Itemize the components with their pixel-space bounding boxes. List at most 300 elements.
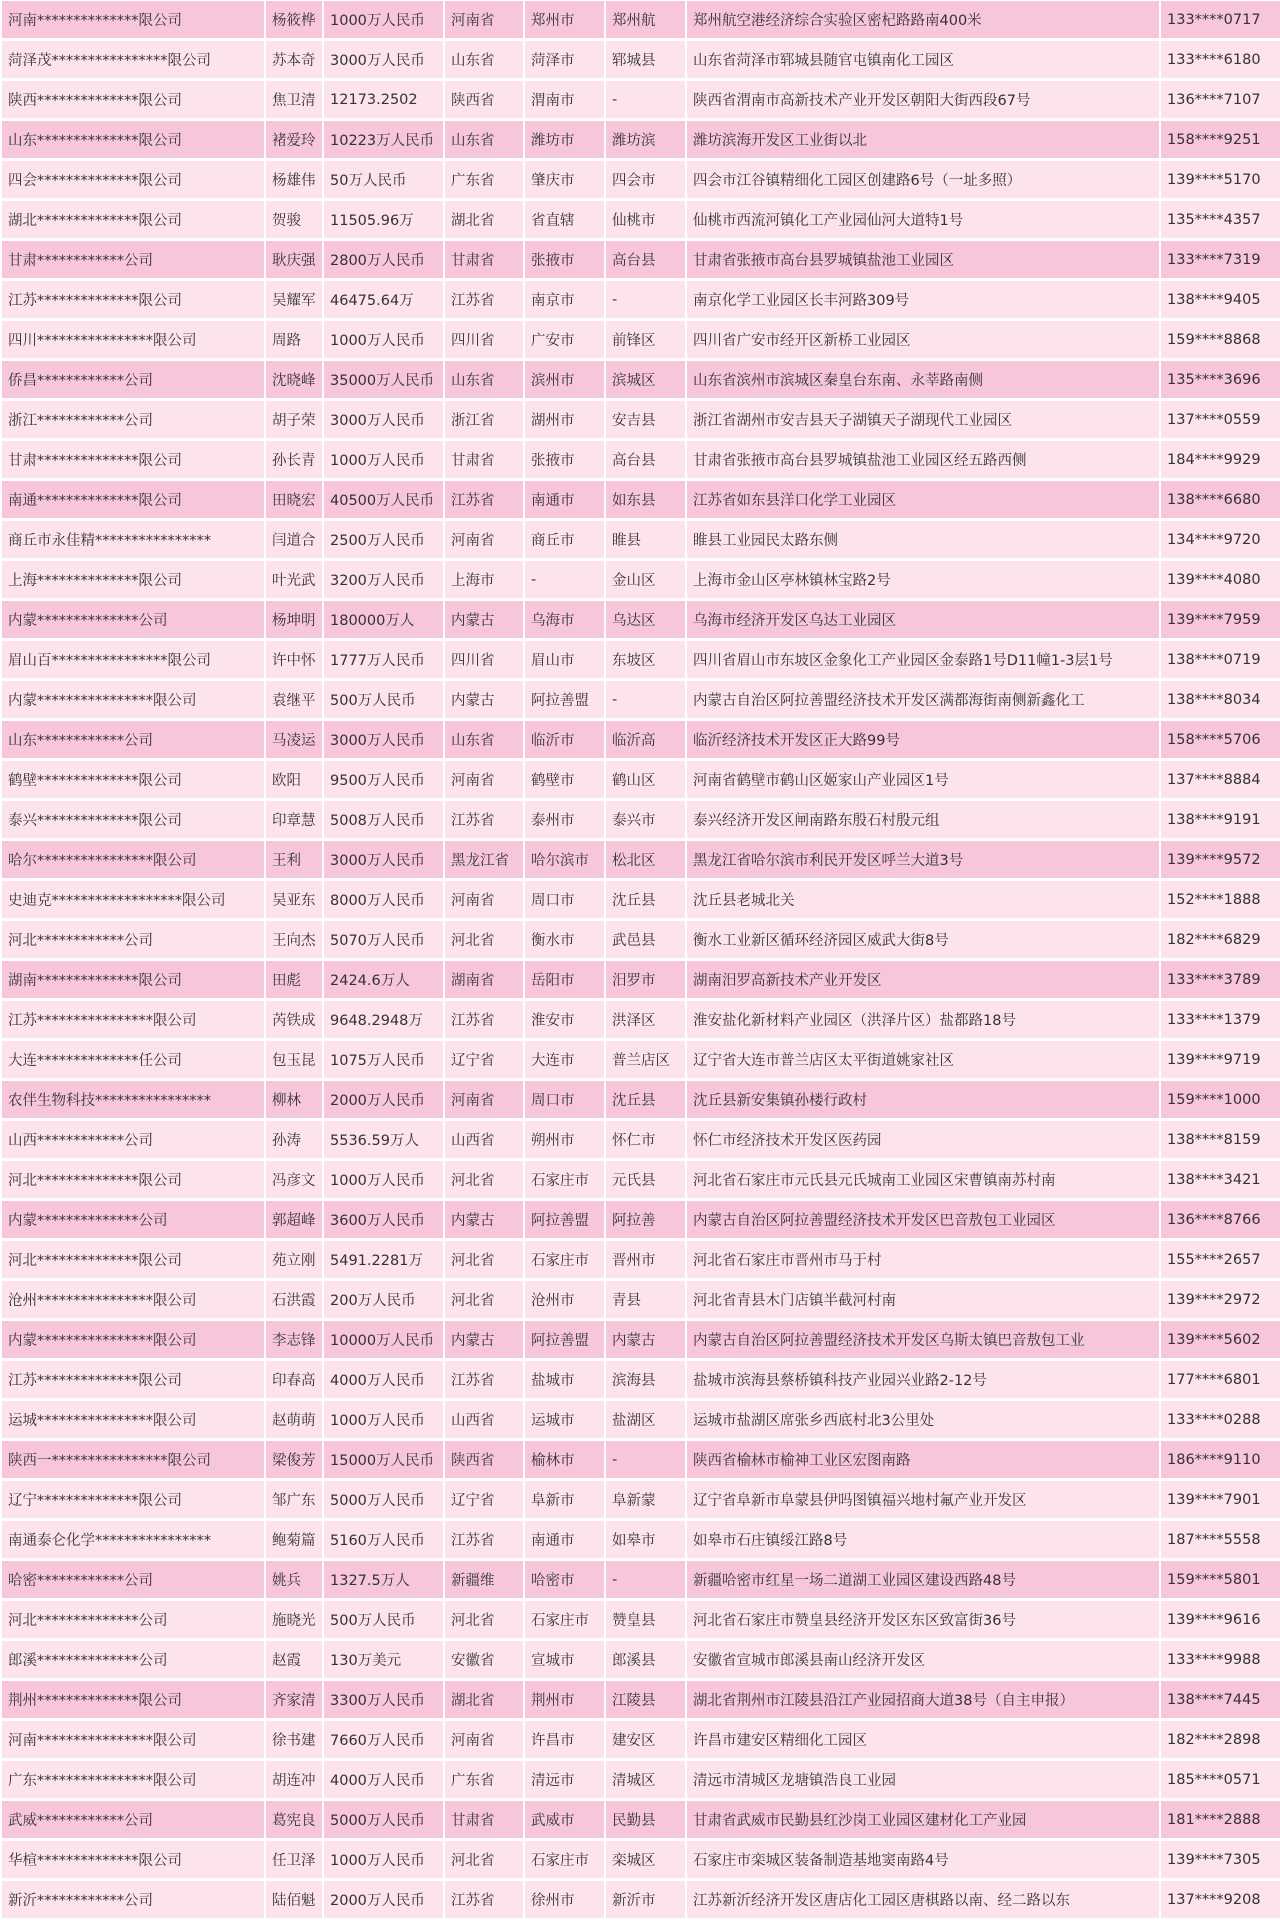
- contact-person-cell: 闫道合: [266, 521, 322, 558]
- table-row: [2, 1761, 1280, 1798]
- company-cell: 大连**************任公司: [2, 1041, 264, 1078]
- phone-cell: 134****9720: [1161, 521, 1280, 558]
- contact-person-cell: 孙长青: [266, 441, 322, 478]
- address-cell: 河北省青县木门店镇半截河村南: [687, 1281, 1159, 1318]
- district-cell: 普兰店区: [606, 1041, 685, 1078]
- district-cell: 新沂市: [606, 1881, 685, 1918]
- city-cell: 衡水市: [525, 921, 604, 958]
- city-cell: 乌海市: [525, 601, 604, 638]
- capital-cell: 5008万人民币: [324, 801, 443, 838]
- phone-cell: 136****7107: [1161, 81, 1280, 118]
- company-cell: 湖北**************限公司: [2, 201, 264, 238]
- city-cell: 郑州市: [525, 1, 604, 38]
- phone-cell: 136****8766: [1161, 1201, 1280, 1238]
- city-cell: 鹤壁市: [525, 761, 604, 798]
- phone-cell: 155****2657: [1161, 1241, 1280, 1278]
- province-cell: 江苏省: [445, 801, 523, 838]
- phone-cell: 135****4357: [1161, 201, 1280, 238]
- district-cell: 赞皇县: [606, 1601, 685, 1638]
- contact-person-cell: 徐书建: [266, 1721, 322, 1758]
- city-cell: 临沂市: [525, 721, 604, 758]
- capital-cell: 3000万人民币: [324, 721, 443, 758]
- phone-cell: 158****5706: [1161, 721, 1280, 758]
- company-cell: 菏泽茂****************限公司: [2, 41, 264, 78]
- address-cell: 内蒙古自治区阿拉善盟经济技术开发区巴音敖包工业园区: [687, 1201, 1159, 1238]
- contact-person-cell: 孙涛: [266, 1121, 322, 1158]
- phone-cell: 135****3696: [1161, 361, 1280, 398]
- phone-cell: 137****0559: [1161, 401, 1280, 438]
- address-cell: 许昌市建安区精细化工园区: [687, 1721, 1159, 1758]
- province-cell: 山西省: [445, 1121, 523, 1158]
- contact-person-cell: 王利: [266, 841, 322, 878]
- province-cell: 内蒙古: [445, 601, 523, 638]
- capital-cell: 15000万人民币: [324, 1441, 443, 1478]
- city-cell: 石家庄市: [525, 1601, 604, 1638]
- address-cell: 盐城市滨海县蔡桥镇科技产业园兴业路2-12号: [687, 1361, 1159, 1398]
- capital-cell: 2424.6万人: [324, 961, 443, 998]
- company-cell: 河北**************限公司: [2, 1241, 264, 1278]
- province-cell: 内蒙古: [445, 681, 523, 718]
- table-row: [2, 961, 1280, 998]
- company-cell: 沧州****************限公司: [2, 1281, 264, 1318]
- province-cell: 广东省: [445, 161, 523, 198]
- table-row: [2, 161, 1280, 198]
- province-cell: 内蒙古: [445, 1321, 523, 1358]
- company-cell: 浙江************公司: [2, 401, 264, 438]
- address-cell: 清远市清城区龙塘镇浩良工业园: [687, 1761, 1159, 1798]
- phone-cell: 159****1000: [1161, 1081, 1280, 1118]
- district-cell: 沈丘县: [606, 1081, 685, 1118]
- address-cell: 淮安盐化新材料产业园区（洪泽片区）盐都路18号: [687, 1001, 1159, 1038]
- district-cell: 鹤山区: [606, 761, 685, 798]
- district-cell: 怀仁市: [606, 1121, 685, 1158]
- table-row: [2, 1081, 1280, 1118]
- capital-cell: 5000万人民币: [324, 1481, 443, 1518]
- district-cell: 如皋市: [606, 1521, 685, 1558]
- company-cell: 农伴生物科技****************: [2, 1081, 264, 1118]
- province-cell: 河南省: [445, 521, 523, 558]
- contact-person-cell: 胡连冲: [266, 1761, 322, 1798]
- city-cell: 大连市: [525, 1041, 604, 1078]
- contact-person-cell: 吴亚东: [266, 881, 322, 918]
- district-cell: 洪泽区: [606, 1001, 685, 1038]
- capital-cell: 500万人民币: [324, 1601, 443, 1638]
- table-row: [2, 1801, 1280, 1838]
- company-cell: 内蒙****************限公司: [2, 681, 264, 718]
- district-cell: 青县: [606, 1281, 685, 1318]
- table-row: [2, 1881, 1280, 1918]
- phone-cell: 133****9988: [1161, 1641, 1280, 1678]
- address-cell: 内蒙古自治区阿拉善盟经济技术开发区满都海街南侧新鑫化工: [687, 681, 1159, 718]
- district-cell: -: [606, 81, 685, 118]
- company-cell: 内蒙**************公司: [2, 1201, 264, 1238]
- phone-cell: 186****9110: [1161, 1441, 1280, 1478]
- capital-cell: 500万人民币: [324, 681, 443, 718]
- contact-person-cell: 沈晓峰: [266, 361, 322, 398]
- contact-person-cell: 芮铁成: [266, 1001, 322, 1038]
- province-cell: 浙江省: [445, 401, 523, 438]
- capital-cell: 3000万人民币: [324, 841, 443, 878]
- capital-cell: 40500万人民币: [324, 481, 443, 518]
- capital-cell: 1327.5万人: [324, 1561, 443, 1598]
- table-row: [2, 921, 1280, 958]
- address-cell: 黑龙江省哈尔滨市利民开发区呼兰大道3号: [687, 841, 1159, 878]
- contact-person-cell: 杨坤明: [266, 601, 322, 638]
- phone-cell: 187****5558: [1161, 1521, 1280, 1558]
- capital-cell: 1000万人民币: [324, 321, 443, 358]
- contact-person-cell: 苑立刚: [266, 1241, 322, 1278]
- capital-cell: 11505.96万: [324, 201, 443, 238]
- address-cell: 甘肃省张掖市高台县罗城镇盐池工业园区经五路西侧: [687, 441, 1159, 478]
- district-cell: 栾城区: [606, 1841, 685, 1878]
- phone-cell: 139****2972: [1161, 1281, 1280, 1318]
- province-cell: 江苏省: [445, 1361, 523, 1398]
- contact-person-cell: 马凌运: [266, 721, 322, 758]
- province-cell: 山东省: [445, 361, 523, 398]
- district-cell: 郓城县: [606, 41, 685, 78]
- capital-cell: 1777万人民币: [324, 641, 443, 678]
- phone-cell: 158****9251: [1161, 121, 1280, 158]
- address-cell: 乌海市经济开发区乌达工业园区: [687, 601, 1159, 638]
- company-cell: 侨昌************公司: [2, 361, 264, 398]
- city-cell: 商丘市: [525, 521, 604, 558]
- contact-person-cell: 贺骏: [266, 201, 322, 238]
- table-row: [2, 201, 1280, 238]
- contact-person-cell: 耿庆强: [266, 241, 322, 278]
- city-cell: 南通市: [525, 481, 604, 518]
- contact-person-cell: 齐家清: [266, 1681, 322, 1718]
- table-row: [2, 1441, 1280, 1478]
- company-cell: 南通**************限公司: [2, 481, 264, 518]
- province-cell: 河南省: [445, 1721, 523, 1758]
- contact-person-cell: 赵萌萌: [266, 1401, 322, 1438]
- city-cell: 朔州市: [525, 1121, 604, 1158]
- province-cell: 陕西省: [445, 81, 523, 118]
- company-cell: 史迪克******************限公司: [2, 881, 264, 918]
- address-cell: 运城市盐湖区席张乡西底村北3公里处: [687, 1401, 1159, 1438]
- city-cell: 眉山市: [525, 641, 604, 678]
- phone-cell: 159****8868: [1161, 321, 1280, 358]
- capital-cell: 1000万人民币: [324, 1, 443, 38]
- city-cell: 徐州市: [525, 1881, 604, 1918]
- province-cell: 甘肃省: [445, 1801, 523, 1838]
- province-cell: 辽宁省: [445, 1481, 523, 1518]
- company-cell: 广东****************限公司: [2, 1761, 264, 1798]
- table-row: [2, 81, 1280, 118]
- table-row: [2, 281, 1280, 318]
- phone-cell: 152****1888: [1161, 881, 1280, 918]
- address-cell: 河北省石家庄市赞皇县经济开发区东区致富街36号: [687, 1601, 1159, 1638]
- capital-cell: 10223万人民币: [324, 121, 443, 158]
- address-cell: 衡水工业新区循环经济园区威武大街8号: [687, 921, 1159, 958]
- capital-cell: 1000万人民币: [324, 1161, 443, 1198]
- phone-cell: 133****7319: [1161, 241, 1280, 278]
- table-row: [2, 1521, 1280, 1558]
- company-cell: 甘肃************公司: [2, 241, 264, 278]
- city-cell: 沧州市: [525, 1281, 604, 1318]
- contact-person-cell: 包玉昆: [266, 1041, 322, 1078]
- contact-person-cell: 胡子荣: [266, 401, 322, 438]
- capital-cell: 5160万人民币: [324, 1521, 443, 1558]
- province-cell: 甘肃省: [445, 241, 523, 278]
- company-cell: 河南**************限公司: [2, 1, 264, 38]
- district-cell: 高台县: [606, 441, 685, 478]
- company-cell: 江苏**************限公司: [2, 281, 264, 318]
- address-cell: 甘肃省武威市民勤县红沙岗工业园区建材化工产业园: [687, 1801, 1159, 1838]
- address-cell: 陕西省榆林市榆神工业区宏图南路: [687, 1441, 1159, 1478]
- address-cell: 如皋市石庄镇绥江路8号: [687, 1521, 1159, 1558]
- city-cell: 石家庄市: [525, 1241, 604, 1278]
- company-cell: 陕西一****************限公司: [2, 1441, 264, 1478]
- table-row: [2, 1, 1280, 38]
- table-row: [2, 321, 1280, 358]
- address-cell: 睢县工业园民太路东侧: [687, 521, 1159, 558]
- district-cell: -: [606, 281, 685, 318]
- table-row: [2, 1401, 1280, 1438]
- capital-cell: 3000万人民币: [324, 41, 443, 78]
- province-cell: 湖南省: [445, 961, 523, 998]
- address-cell: 河南省鹤壁市鹤山区姬家山产业园区1号: [687, 761, 1159, 798]
- phone-cell: 138****9405: [1161, 281, 1280, 318]
- city-cell: 武威市: [525, 1801, 604, 1838]
- capital-cell: 3000万人民币: [324, 401, 443, 438]
- capital-cell: 7660万人民币: [324, 1721, 443, 1758]
- company-cell: 四川****************限公司: [2, 321, 264, 358]
- phone-cell: 139****5170: [1161, 161, 1280, 198]
- contact-person-cell: 葛宪良: [266, 1801, 322, 1838]
- province-cell: 河北省: [445, 1281, 523, 1318]
- table-row: [2, 1121, 1280, 1158]
- phone-cell: 185****0571: [1161, 1761, 1280, 1798]
- district-cell: -: [606, 1441, 685, 1478]
- company-cell: 武威************公司: [2, 1801, 264, 1838]
- phone-cell: 137****9208: [1161, 1881, 1280, 1918]
- province-cell: 广东省: [445, 1761, 523, 1798]
- city-cell: 宣城市: [525, 1641, 604, 1678]
- city-cell: 湖州市: [525, 401, 604, 438]
- capital-cell: 9648.2948万: [324, 1001, 443, 1038]
- district-cell: 郑州航: [606, 1, 685, 38]
- address-cell: 仙桃市西流河镇化工产业园仙河大道特1号: [687, 201, 1159, 238]
- address-cell: 新疆哈密市红星一场二道湖工业园区建设西路48号: [687, 1561, 1159, 1598]
- city-cell: 运城市: [525, 1401, 604, 1438]
- table-row: [2, 1601, 1280, 1638]
- city-cell: 哈尔滨市: [525, 841, 604, 878]
- capital-cell: 2000万人民币: [324, 1881, 443, 1918]
- company-cell: 运城****************限公司: [2, 1401, 264, 1438]
- contact-person-cell: 田彪: [266, 961, 322, 998]
- table-row: [2, 641, 1280, 678]
- district-cell: 汨罗市: [606, 961, 685, 998]
- contact-person-cell: 赵霞: [266, 1641, 322, 1678]
- capital-cell: 1000万人民币: [324, 1841, 443, 1878]
- capital-cell: 130万美元: [324, 1641, 443, 1678]
- capital-cell: 5536.59万人: [324, 1121, 443, 1158]
- company-cell: 山东************公司: [2, 721, 264, 758]
- capital-cell: 3300万人民币: [324, 1681, 443, 1718]
- capital-cell: 35000万人民币: [324, 361, 443, 398]
- table-row: [2, 761, 1280, 798]
- district-cell: 睢县: [606, 521, 685, 558]
- district-cell: 江陵县: [606, 1681, 685, 1718]
- city-cell: 菏泽市: [525, 41, 604, 78]
- address-cell: 山东省菏泽市郓城县随官屯镇南化工园区: [687, 41, 1159, 78]
- company-cell: 商丘市永佳精****************: [2, 521, 264, 558]
- company-cell: 河北************公司: [2, 921, 264, 958]
- city-cell: 肇庆市: [525, 161, 604, 198]
- district-cell: -: [606, 1561, 685, 1598]
- capital-cell: 9500万人民币: [324, 761, 443, 798]
- company-cell: 河北**************公司: [2, 1601, 264, 1638]
- table-row: [2, 1161, 1280, 1198]
- province-cell: 四川省: [445, 641, 523, 678]
- district-cell: 临沂高: [606, 721, 685, 758]
- table-row: [2, 1721, 1280, 1758]
- table-row: [2, 1001, 1280, 1038]
- contact-person-cell: 苏本奇: [266, 41, 322, 78]
- province-cell: 江苏省: [445, 1521, 523, 1558]
- province-cell: 山东省: [445, 721, 523, 758]
- address-cell: 四会市江谷镇精细化工园区创建路6号（一址多照）: [687, 161, 1159, 198]
- province-cell: 河北省: [445, 1601, 523, 1638]
- phone-cell: 139****9616: [1161, 1601, 1280, 1638]
- table-row: [2, 1041, 1280, 1078]
- capital-cell: 1000万人民币: [324, 1401, 443, 1438]
- province-cell: 江苏省: [445, 1001, 523, 1038]
- district-cell: 金山区: [606, 561, 685, 598]
- table-row: [2, 841, 1280, 878]
- table-row: [2, 1201, 1280, 1238]
- city-cell: 荆州市: [525, 1681, 604, 1718]
- company-cell: 湖南**************限公司: [2, 961, 264, 998]
- table-row: [2, 441, 1280, 478]
- table-row: [2, 401, 1280, 438]
- contact-person-cell: 施晓光: [266, 1601, 322, 1638]
- contact-person-cell: 梁俊芳: [266, 1441, 322, 1478]
- province-cell: 江苏省: [445, 281, 523, 318]
- address-cell: 四川省广安市经开区新桥工业园区: [687, 321, 1159, 358]
- city-cell: 张掖市: [525, 441, 604, 478]
- phone-cell: 139****7901: [1161, 1481, 1280, 1518]
- province-cell: 河南省: [445, 1081, 523, 1118]
- city-cell: 石家庄市: [525, 1161, 604, 1198]
- district-cell: 潍坊滨: [606, 121, 685, 158]
- province-cell: 山东省: [445, 41, 523, 78]
- city-cell: 哈密市: [525, 1561, 604, 1598]
- company-cell: 华楦**************限公司: [2, 1841, 264, 1878]
- province-cell: 四川省: [445, 321, 523, 358]
- contact-person-cell: 冯彦文: [266, 1161, 322, 1198]
- city-cell: 张掖市: [525, 241, 604, 278]
- phone-cell: 138****8034: [1161, 681, 1280, 718]
- company-cell: 江苏****************限公司: [2, 1001, 264, 1038]
- company-cell: 郎溪**************公司: [2, 1641, 264, 1678]
- city-cell: 周口市: [525, 1081, 604, 1118]
- phone-cell: 184****9929: [1161, 441, 1280, 478]
- address-cell: 山东省滨州市滨城区秦皇台东南、永莘路南侧: [687, 361, 1159, 398]
- phone-cell: 133****6180: [1161, 41, 1280, 78]
- contact-person-cell: 陆佰魁: [266, 1881, 322, 1918]
- province-cell: 陕西省: [445, 1441, 523, 1478]
- table-row: [2, 881, 1280, 918]
- address-cell: 湖北省荆州市江陵县沿江产业园招商大道38号（自主申报）: [687, 1681, 1159, 1718]
- capital-cell: 5491.2281万: [324, 1241, 443, 1278]
- city-cell: -: [525, 561, 604, 598]
- contact-person-cell: 杨筱桦: [266, 1, 322, 38]
- table-row: [2, 121, 1280, 158]
- company-cell: 眉山百****************限公司: [2, 641, 264, 678]
- contact-person-cell: 王向杰: [266, 921, 322, 958]
- district-cell: 仙桃市: [606, 201, 685, 238]
- phone-cell: 138****6680: [1161, 481, 1280, 518]
- province-cell: 新疆维: [445, 1561, 523, 1598]
- company-cell: 河南****************限公司: [2, 1721, 264, 1758]
- phone-cell: 137****8884: [1161, 761, 1280, 798]
- contact-person-cell: 许中怀: [266, 641, 322, 678]
- address-cell: 四川省眉山市东坡区金象化工产业园区金泰路1号D11幢1-3层1号: [687, 641, 1159, 678]
- contact-person-cell: 袁继平: [266, 681, 322, 718]
- phone-cell: 133****0288: [1161, 1401, 1280, 1438]
- company-cell: 哈尔****************限公司: [2, 841, 264, 878]
- capital-cell: 3600万人民币: [324, 1201, 443, 1238]
- table-row: [2, 1681, 1280, 1718]
- capital-cell: 3200万人民币: [324, 561, 443, 598]
- company-cell: 新沂************公司: [2, 1881, 264, 1918]
- district-cell: 内蒙古: [606, 1321, 685, 1358]
- city-cell: 省直辖: [525, 201, 604, 238]
- phone-cell: 139****5602: [1161, 1321, 1280, 1358]
- address-cell: 湖南汨罗高新技术产业开发区: [687, 961, 1159, 998]
- table-row: [2, 521, 1280, 558]
- district-cell: 武邑县: [606, 921, 685, 958]
- table-row: [2, 681, 1280, 718]
- city-cell: 阿拉善盟: [525, 681, 604, 718]
- province-cell: 辽宁省: [445, 1041, 523, 1078]
- capital-cell: 2800万人民币: [324, 241, 443, 278]
- contact-person-cell: 印章慧: [266, 801, 322, 838]
- table-row: [2, 801, 1280, 838]
- phone-cell: 138****8159: [1161, 1121, 1280, 1158]
- table-row: [2, 481, 1280, 518]
- phone-cell: 138****9191: [1161, 801, 1280, 838]
- company-cell: 甘肃**************限公司: [2, 441, 264, 478]
- province-cell: 河北省: [445, 921, 523, 958]
- company-cell: 荆州**************限公司: [2, 1681, 264, 1718]
- city-cell: 岳阳市: [525, 961, 604, 998]
- capital-cell: 46475.64万: [324, 281, 443, 318]
- phone-cell: 139****4080: [1161, 561, 1280, 598]
- city-cell: 阿拉善盟: [525, 1201, 604, 1238]
- address-cell: 泰兴经济开发区闸南路东殷石村殷元组: [687, 801, 1159, 838]
- contact-person-cell: 周路: [266, 321, 322, 358]
- table-row: [2, 41, 1280, 78]
- city-cell: 滨州市: [525, 361, 604, 398]
- address-cell: 沈丘县新安集镇孙楼行政村: [687, 1081, 1159, 1118]
- contact-person-cell: 柳林: [266, 1081, 322, 1118]
- district-cell: 阿拉善: [606, 1201, 685, 1238]
- address-cell: 石家庄市栾城区装备制造基地窦南路4号: [687, 1841, 1159, 1878]
- capital-cell: 4000万人民币: [324, 1761, 443, 1798]
- phone-cell: 182****6829: [1161, 921, 1280, 958]
- phone-cell: 181****2888: [1161, 1801, 1280, 1838]
- district-cell: 四会市: [606, 161, 685, 198]
- district-cell: 民勤县: [606, 1801, 685, 1838]
- city-cell: 淮安市: [525, 1001, 604, 1038]
- province-cell: 甘肃省: [445, 441, 523, 478]
- city-cell: 泰州市: [525, 801, 604, 838]
- address-cell: 辽宁省阜新市阜蒙县伊吗图镇福兴地村氟产业开发区: [687, 1481, 1159, 1518]
- contact-person-cell: 邹广东: [266, 1481, 322, 1518]
